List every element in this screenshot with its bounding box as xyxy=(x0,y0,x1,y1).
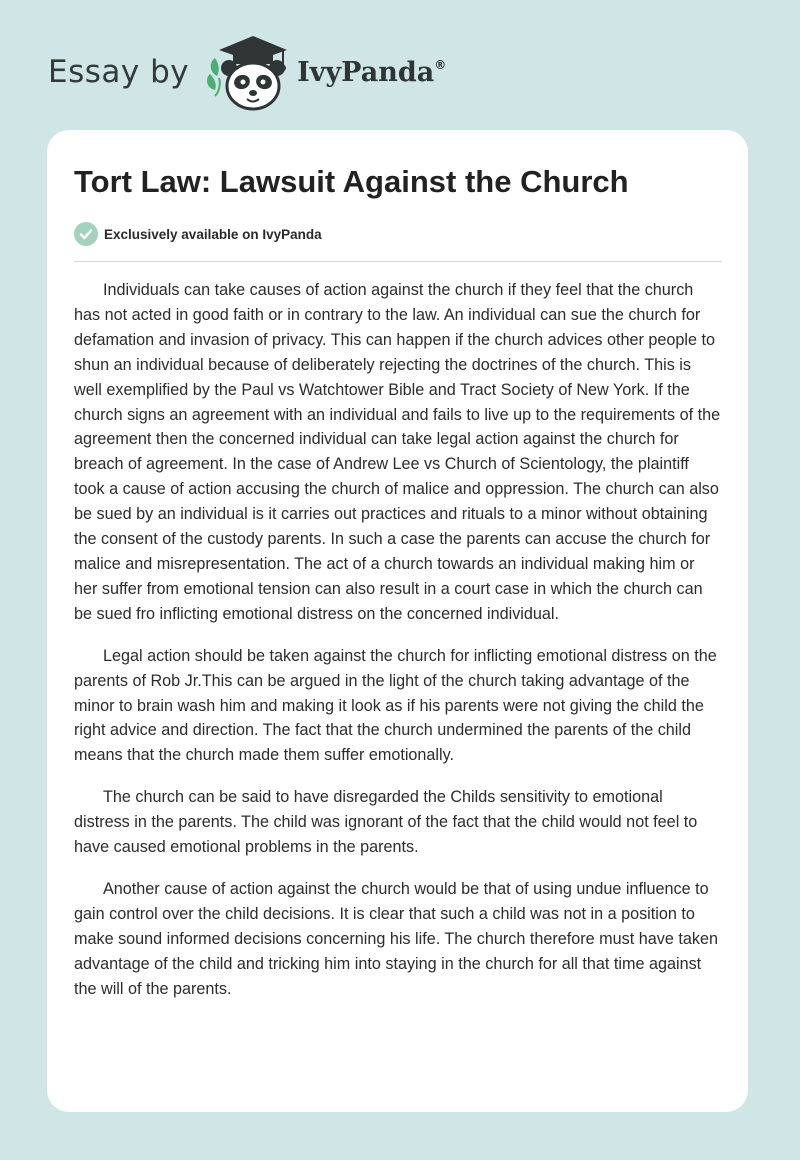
exclusive-notice xyxy=(74,222,322,246)
site-header xyxy=(48,32,446,112)
title-divider xyxy=(74,261,722,262)
panda-graduation-cap-icon xyxy=(203,32,295,112)
essay-paragraph-3: The church can be said to have disregarded the Childs sensitivity to emotional distress in the parents. The child was ignorant of the fact that the child would not feel to have caused emotional problems in the parents. xyxy=(74,788,698,857)
essay-title: Tort Law: Lawsuit Against the Church xyxy=(74,164,629,199)
brand-name xyxy=(297,57,446,88)
essay-paragraph-2: Legal action should be taken against the church for inflicting emotional distress on the parents of Rob Jr.This can be argued in the light of the church taking advantage of the minor to brain wash him and making it look as if his parents were not giving the child the right advice and direction. The fact that the church undermined the parents of the child means that the church made them suffer emotionally. xyxy=(74,646,717,765)
essay-by-label: Essay by xyxy=(48,54,190,90)
essay-paragraph-4: Another cause of action against the church would be that of using undue influence to gain control over the child decisions. It is clear that such a child was not in a position to make sound informed decisions concerning his life. The church therefore must have taken advantage of the child and tricking him into staying in the church for all that time against the will of the parents. xyxy=(74,879,718,998)
essay-paragraph-1: Individuals can take causes of action against the church if they feel that the church has not acted in good faith or in contrary to the law. An individual can sue the church for defamation and invasion of privacy. This can happen if the church advices other people to shun an individual because of deliberately rejecting the doctrines of the church. This is well exemplified by the Paul vs Watchtower Bible and Tract Society of New York. If the church signs an agreement with an individual and fails to live up to the requirements of the agreement then the concerned individual can take legal action against the church for breach of agreement. In the case of Andrew Lee vs Church of Scientology, the plaintiff took a cause of action accusing the church of malice and oppression. The church can also be sued by an individual is it carries out practices and rituals to a minor without obtaining the consent of the custody parents. In such a case the parents can accuse the church for malice and misrepresentation. The act of a church towards an individual making him or her suffer from emotional tension can also result in a court case in which the church can be sued fro inflicting emotional distress on the concerned individual. xyxy=(74,281,721,623)
check-circle-icon xyxy=(74,222,98,246)
exclusive-label: Exclusively available on IvyPanda xyxy=(104,226,322,242)
ivypanda-logo-link[interactable] xyxy=(203,32,446,112)
essay-body xyxy=(74,278,722,1018)
essay-card xyxy=(47,130,748,1112)
brand-name-text: IvyPanda xyxy=(297,56,435,88)
registered-mark: ® xyxy=(434,57,447,72)
